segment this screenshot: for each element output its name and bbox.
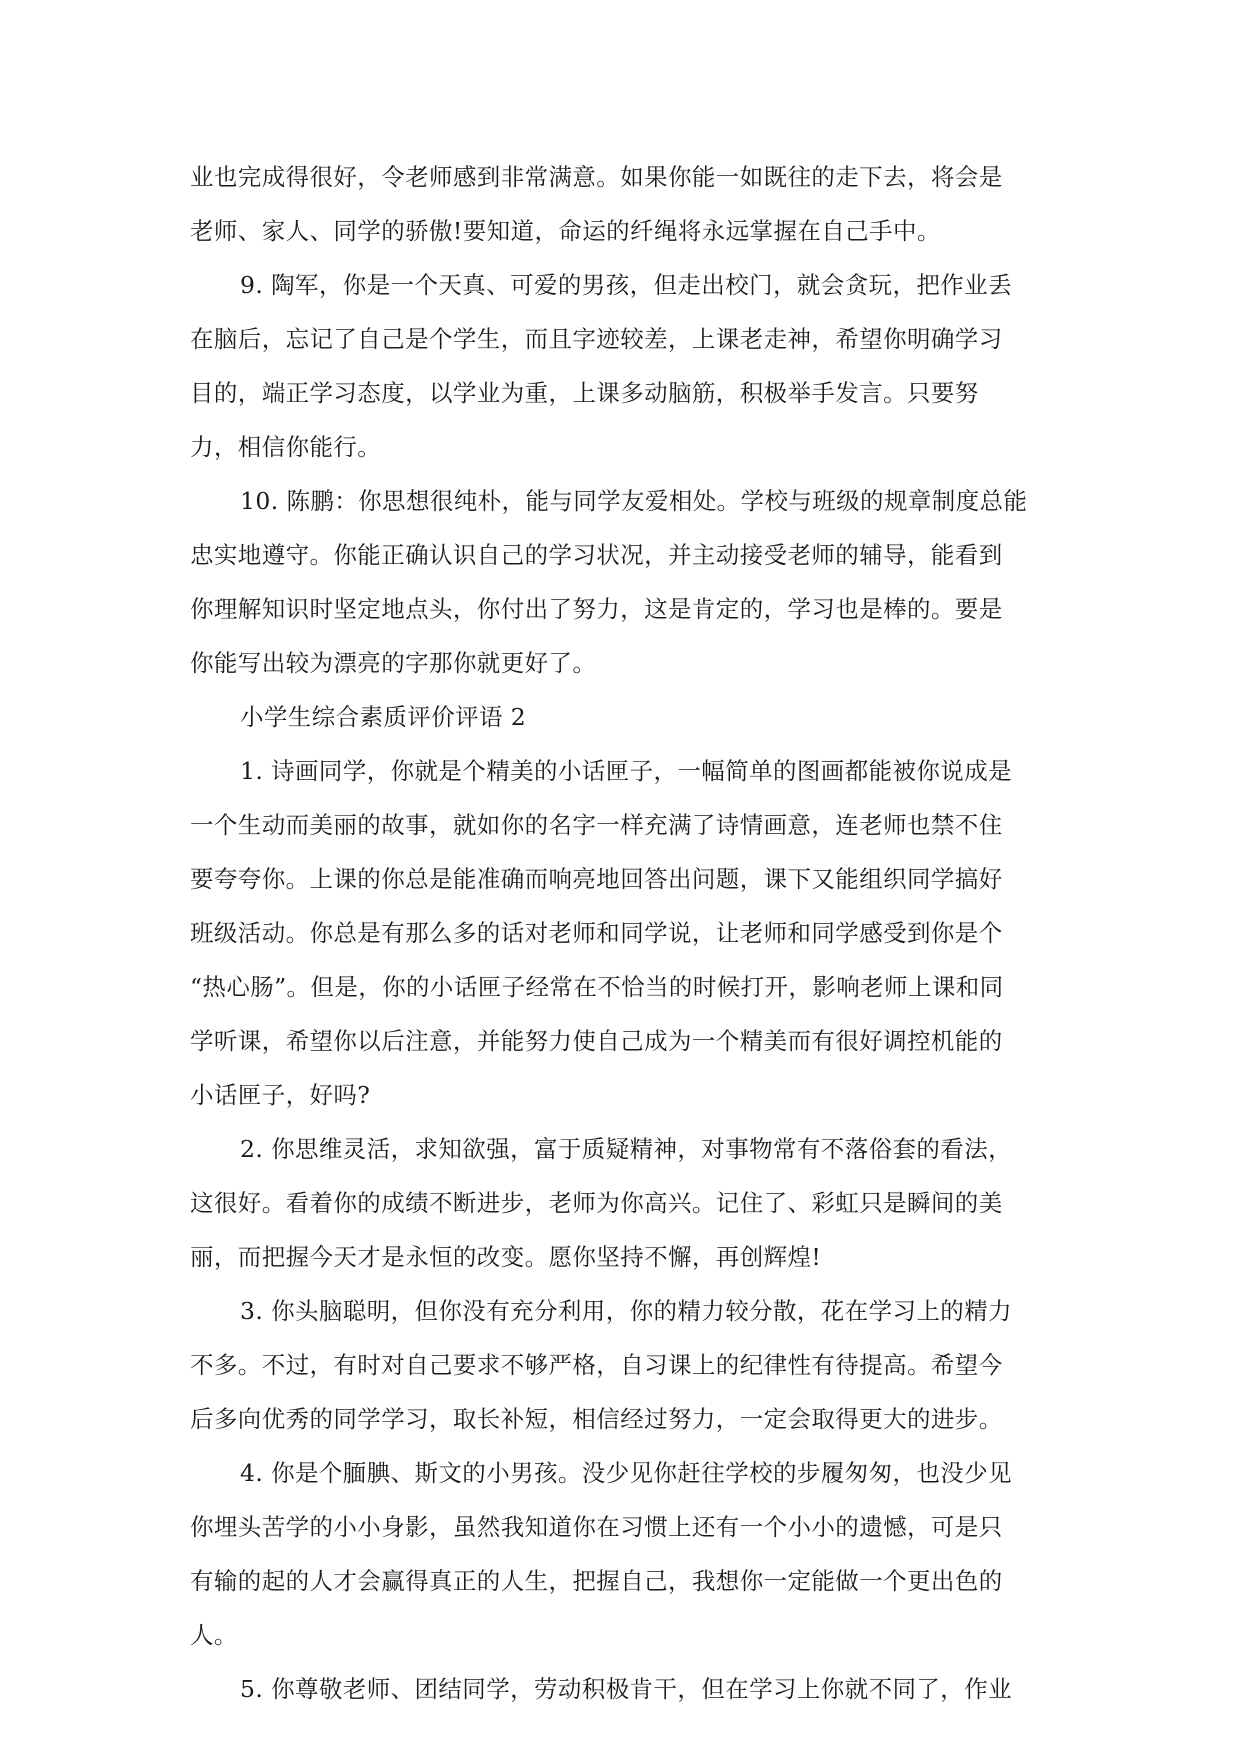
text-line: 1. 诗画同学，你就是个精美的小话匣子，一幅简单的图画都能被你说成是 <box>240 757 1012 785</box>
text-line: 忠实地遵守。你能正确认识自己的学习状况，并主动接受老师的辅导，能看到 <box>190 541 1003 569</box>
text-line: 5. 你尊敬老师、团结同学，劳动积极肯干，但在学习上你就不同了，作业 <box>240 1675 1012 1703</box>
text-line: 学听课，希望你以后注意，并能努力使自己成为一个精美而有很好调控机能的 <box>190 1027 1003 1055</box>
text-line: 后多向优秀的同学学习，取长补短，相信经过努力，一定会取得更大的进步。 <box>190 1405 1003 1433</box>
section-heading-text: 小学生综合素质评价评语 2 <box>240 703 527 731</box>
text-line: 4. 你是个腼腆、斯文的小男孩。没少见你赶往学校的步履匆匆，也没少见 <box>240 1459 1012 1487</box>
paragraph-comment-10 <box>190 474 1055 690</box>
text-line: 有输的起的人才会赢得真正的人生，把握自己，我想你一定能做一个更出色的 <box>190 1567 1003 1595</box>
paragraph-continuation <box>190 150 1055 258</box>
text-line: 要夸夸你。上课的你总是能准确而响亮地回答出问题，课下又能组织同学搞好 <box>190 865 1003 893</box>
paragraph-comment-2 <box>190 1122 1055 1284</box>
text-line: 丽，而把握今天才是永恒的改变。愿你坚持不懈，再创辉煌! <box>190 1243 822 1271</box>
text-line: 人。 <box>190 1621 238 1649</box>
paragraph-comment-5 <box>190 1662 1055 1716</box>
text-line: 你埋头苦学的小小身影，虽然我知道你在习惯上还有一个小小的遗憾，可是只 <box>190 1513 1003 1541</box>
text-line: 10. 陈鹏：你思想很纯朴，能与同学友爱相处。学校与班级的规章制度总能 <box>240 487 1028 515</box>
text-line: 3. 你头脑聪明，但你没有充分利用，你的精力较分散，花在学习上的精力 <box>240 1297 1012 1325</box>
text-line: 小话匣子，好吗? <box>190 1081 371 1109</box>
text-line: 力，相信你能行。 <box>190 433 382 461</box>
paragraph-comment-1 <box>190 744 1055 1122</box>
document-body <box>190 150 1055 1716</box>
paragraph-comment-9 <box>190 258 1055 474</box>
text-line: 这很好。看着你的成绩不断进步，老师为你高兴。记住了、彩虹只是瞬间的美 <box>190 1189 1003 1217</box>
text-line: 班级活动。你总是有那么多的话对老师和同学说，让老师和同学感受到你是个 <box>190 919 1003 947</box>
text-line: 2. 你思维灵活，求知欲强，富于质疑精神，对事物常有不落俗套的看法， <box>240 1135 1012 1163</box>
text-line: 目的，端正学习态度，以学业为重，上课多动脑筋，积极举手发言。只要努 <box>190 379 979 407</box>
text-line: 业也完成得很好，令老师感到非常满意。如果你能一如既往的走下去，将会是 <box>190 163 1003 191</box>
paragraph-comment-4 <box>190 1446 1055 1662</box>
text-line: 9. 陶军，你是一个天真、可爱的男孩，但走出校门，就会贪玩，把作业丢 <box>240 271 1012 299</box>
text-line: 你理解知识时坚定地点头，你付出了努力，这是肯定的，学习也是棒的。要是 <box>190 595 1003 623</box>
section-heading <box>190 690 1055 744</box>
text-line: 老师、家人、同学的骄傲!要知道，命运的纤绳将永远掌握在自己手中。 <box>190 217 941 245</box>
text-line: 一个生动而美丽的故事，就如你的名字一样充满了诗情画意，连老师也禁不住 <box>190 811 1003 839</box>
text-line: 在脑后，忘记了自己是个学生，而且字迹较差，上课老走神，希望你明确学习 <box>190 325 1003 353</box>
text-line: “热心肠”。但是，你的小话匣子经常在不恰当的时候打开，影响老师上课和同 <box>190 973 1004 1001</box>
text-line: 不多。不过，有时对自己要求不够严格，自习课上的纪律性有待提高。希望今 <box>190 1351 1003 1379</box>
text-line: 你能写出较为漂亮的字那你就更好了。 <box>190 649 597 677</box>
paragraph-comment-3 <box>190 1284 1055 1446</box>
